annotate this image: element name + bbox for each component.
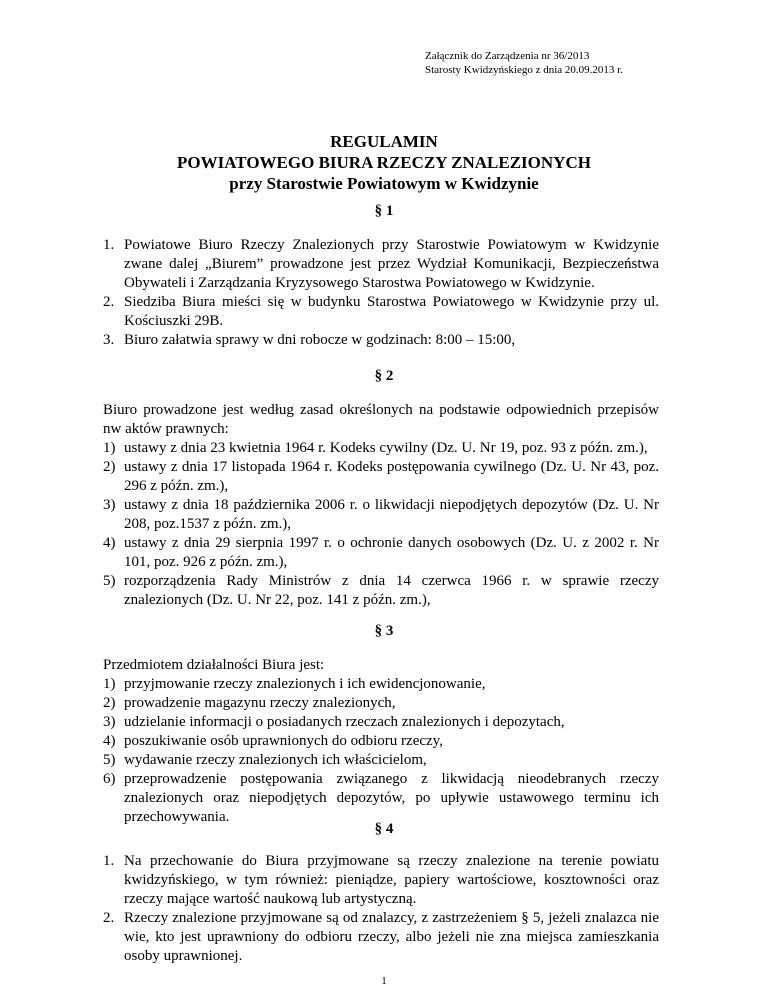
list-item-number: 1) — [103, 676, 116, 692]
list-item-text: Powiatowe Biuro Rzeczy Znalezionych przy Starostwie Powiatowym w Kwidzynie zwane dalej „Biurem” prowadzone jest przez Wydział Komunikacji, Bezpieczeństwa Obywateli i Zarządzania Kryzysowego Starostwa Powiatowego w Kwidzynie. — [124, 237, 659, 291]
list-item — [103, 293, 659, 331]
list-item-text: ustawy z dnia 18 października 2006 r. o likwidacji niepodjętych depozytów (Dz. U. Nr 208, poz.1537 z późn. zm.), — [124, 497, 659, 532]
section-1-body — [103, 236, 659, 350]
section-3-intro: Przedmiotem działalności Biura jest: — [103, 657, 325, 673]
list-item — [103, 236, 659, 293]
list-item-number: 1. — [103, 853, 115, 869]
annex-line-2: Starosty Kwidzyńskiego z dnia 20.09.2013 r. — [425, 64, 623, 76]
list-item-text: przeprowadzenie postępowania związanego z likwidacją nieodebranych rzeczy znalezionych oraz niepodjętych depozytów, po upływie ustawowego terminu ich przechowywania. — [124, 771, 659, 825]
page-number: 1 — [381, 975, 387, 987]
list-item-text: Rzeczy znalezione przyjmowane są od znalazcy, z zastrzeżeniem § 5, jeżeli znalazca nie wie, kto jest uprawniony do odbioru rzeczy, albo jeżeli nie zna miejsca zamieszkania osoby uprawnionej. — [124, 910, 659, 964]
list-item-text: Siedziba Biura mieści się w budynku Starostwa Powiatowego w Kwidzynie przy ul. Kościuszki 29B. — [124, 294, 659, 329]
list-item — [103, 439, 659, 458]
list-item-text: rozporządzenia Rady Ministrów z dnia 14 czerwca 1966 r. w sprawie rzeczy znalezionych (Dz. U. Nr 22, poz. 141 z późn. zm.), — [124, 573, 659, 608]
list-item-number: 2) — [103, 695, 116, 711]
list-item-number: 2. — [103, 910, 115, 926]
list-item-text: wydawanie rzeczy znalezionych ich właścicielom, — [124, 752, 427, 768]
list-item-text: przyjmowanie rzeczy znalezionych i ich ewidencjonowanie, — [124, 676, 486, 692]
list-item-number: 6) — [103, 771, 116, 787]
title-line-2: POWIATOWEGO BIURA RZECZY ZNALEZIONYCH — [177, 153, 591, 172]
list-item — [103, 713, 659, 732]
list-item-text: ustawy z dnia 29 sierpnia 1997 r. o ochronie danych osobowych (Dz. U. z 2002 r. Nr 101, poz. 926 z późn. zm.), — [124, 535, 659, 570]
list-item — [103, 458, 659, 496]
section-2-intro: Biuro prowadzone jest według zasad określonych na podstawie odpowiednich przepisów nw aktów prawnych: — [103, 402, 659, 437]
list-item — [103, 572, 659, 610]
list-item — [103, 909, 659, 966]
list-item-text: ustawy z dnia 23 kwietnia 1964 r. Kodeks cywilny (Dz. U. Nr 19, poz. 93 z późn. zm.), — [124, 440, 648, 456]
section-4-heading: § 4 — [374, 821, 394, 837]
list-item-number: 3. — [103, 332, 115, 348]
list-item-text: poszukiwanie osób uprawnionych do odbioru rzeczy, — [124, 733, 443, 749]
list-item-number: 1) — [103, 440, 116, 456]
section-2-body — [103, 401, 659, 610]
document-title — [0, 131, 768, 194]
list-item — [103, 694, 659, 713]
annex-note — [425, 49, 623, 77]
list-item-number: 4) — [103, 733, 116, 749]
section-1-heading: § 1 — [374, 203, 394, 219]
title-line-1: REGULAMIN — [330, 132, 438, 151]
list-item-text: udzielanie informacji o posiadanych rzeczach znalezionych i depozytach, — [124, 714, 565, 730]
list-item-number: 3) — [103, 497, 116, 513]
section-2-heading: § 2 — [374, 368, 394, 384]
section-3-heading: § 3 — [374, 623, 394, 639]
list-item — [103, 770, 659, 827]
section-3-list — [103, 675, 659, 827]
list-item — [103, 534, 659, 572]
list-item-number: 2) — [103, 459, 116, 475]
list-item — [103, 496, 659, 534]
title-line-3: przy Starostwie Powiatowym w Kwidzynie — [229, 174, 539, 193]
list-item-text: ustawy z dnia 17 listopada 1964 r. Kodeks postępowania cywilnego (Dz. U. Nr 43, poz. 296 z późn. zm.), — [124, 459, 659, 494]
list-item — [103, 852, 659, 909]
list-item-number: 1. — [103, 237, 115, 253]
list-item — [103, 675, 659, 694]
list-item-text: Na przechowanie do Biura przyjmowane są rzeczy znalezione na terenie powiatu kwidzyńskiego, w tym również: pieniądze, papiery wartościowe, kosztowności oraz rzeczy mające wartość naukową lub artystyczną. — [124, 853, 659, 907]
section-4-body — [103, 852, 659, 966]
list-item-number: 5) — [103, 752, 116, 768]
section-4-list — [103, 852, 659, 966]
list-item-number: 2. — [103, 294, 115, 310]
section-3-body — [103, 656, 659, 827]
section-1-list — [103, 236, 659, 350]
list-item — [103, 331, 659, 350]
section-2-list — [103, 439, 659, 610]
annex-line-1: Załącznik do Zarządzenia nr 36/2013 — [425, 50, 590, 62]
list-item — [103, 732, 659, 751]
list-item-number: 4) — [103, 535, 116, 551]
list-item-number: 3) — [103, 714, 116, 730]
list-item-text: Biuro załatwia sprawy w dni robocze w godzinach: 8:00 – 15:00, — [124, 332, 516, 348]
list-item-number: 5) — [103, 573, 116, 589]
list-item — [103, 751, 659, 770]
list-item-text: prowadzenie magazynu rzeczy znalezionych, — [124, 695, 396, 711]
